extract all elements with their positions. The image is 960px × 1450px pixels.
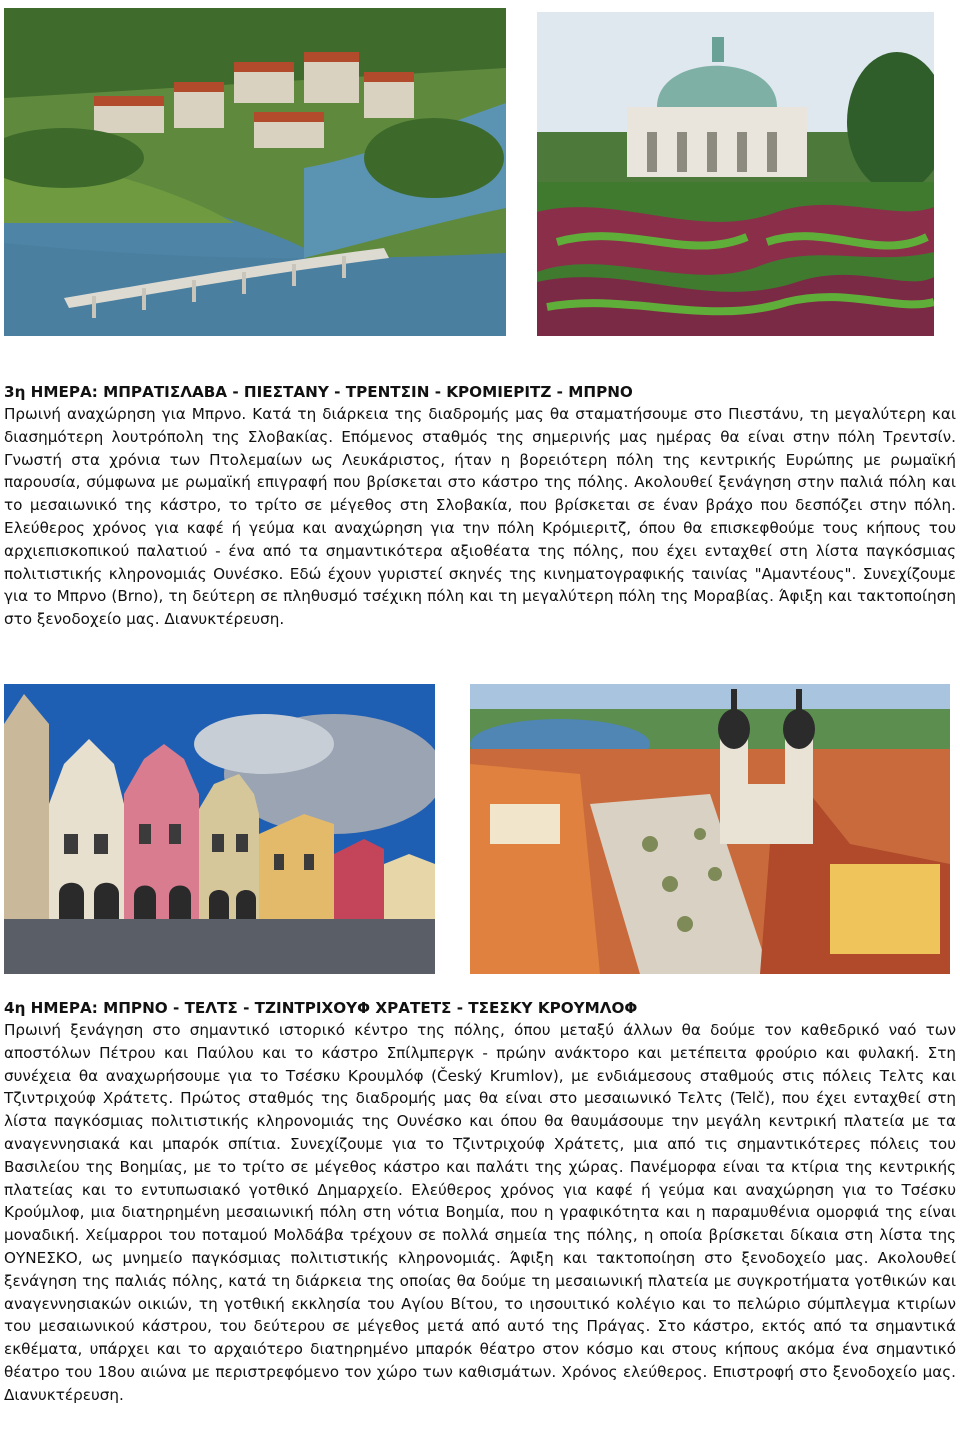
photo-river-town-bridge <box>4 8 506 336</box>
day3-section <box>4 382 956 631</box>
day4-description: Πρωινή ξενάγηση στο σημαντικό ιστορικό κέντρο της πόλης, όπου μεταξύ άλλων θα δούμε τον καθεδρικό ναό των αποστόλων Πέτρου και Παύλου και το κάστρο Σπίλμπεργκ - πρώην ανάκτορο και μετέπειτα φρούριο και φυλακή. Στη συνέχεια θα αναχωρήσουμε για το Τσέσκυ Κρουμλόφ (Český Krumlov), με ενδιάμεσους σταθμούς στις πόλεις Τελτς και Τζιντριχούφ Χράτετς. Πρώτος σταθμός της διαδρομής μας θα είναι στο μεσαιωνικό Τελτς (Telč), που έχει ενταχθεί στη λίστα παγκόσμιας πολιτιστικής κληρονομιάς της Ουνέσκο και όπου θα θαυμάσουμε την μεγάλη κεντρική πλατεία με τα αναγεννησιακά και μπαρόκ σπίτια. Συνεχίζουμε για το Τζιντριχούφ Χράτετς, μια από τις σημαντικότερες πόλεις του Βασιλείου της Βοημίας, με το τρίτο σε μέγεθος κάστρο και παλάτι της χώρας. Πανέμορφα είναι τα κτίρια της κεντρικής πλατείας και το εντυπωσιακό γοτθικό Δημαρχείο. Ελεύθερος χρόνος για καφέ ή γεύμα και αναχώρηση για το Τσέσκυ Κρούμλοφ, μια διατηρημένη μεσαιωνική πόλη στη νότια Βοημία, που η γραφικότητα και η παραμυθένια ομορφιά της είναι μοναδική. Χείμαρροι του ποταμού Μολδάβα τρέχουν σε πολλά σημεία της πόλης, η οποία βρίσκεται δίκαια στη λίστα της ΟΥΝΕΣΚΟ, ως μνημείο παγκόσμιας πολιτιστικής κληρονομιάς. Άφιξη και τακτοποίηση στο ξενοδοχείο μας. Ακολουθεί ξενάγηση της παλιάς πόλης, κατά τη διάρκεια της οποίας θα δούμε τη μεσαιωνική πλατεία με συγκροτήματα γοτθικών και αναγεννησιακών οικιών, τη γοτθική εκκλησία του Αγίου Βίτου, το ιησουιτικό κολέγιο και το πελώριο σύμπλεγμα κτιρίων του μεσαιωνικού κάστρου, του δεύτερου σε μέγεθος μετά από αυτό της Πράγας. Στο κάστρο, εκτός από τα σημαντικά εκθέματα, υπάρχει και το αρχαιότερο διατηρημένο μπαρόκ θέατρο στον κόσμο και στους κήπους ακόμα ένα σημαντικό θέατρο του 18ου αιώνα με περιστρεφόμενο τον χώρο των καθισμάτων. Χρόνος ελεύθερος. Επιστροφή στο ξενοδοχείο μας. Διανυκτέρευση. <box>4 1021 956 1404</box>
day4-section <box>4 998 956 1407</box>
photo-aerial-town-towers <box>470 684 950 974</box>
day4-heading: 4η ΗΜΕΡΑ: ΜΠΡΝΟ - ΤΕΛΤΣ - ΤΖΙΝΤΡΙΧΟΥΦ ΧΡΑΤΕΤΣ - ΤΣΕΣΚΥ ΚΡΟΥΜΛΟΦ <box>4 999 638 1017</box>
day3-heading: 3η ΗΜΕΡΑ: ΜΠΡΑΤΙΣΛΑΒΑ - ΠΙΕΣΤΑΝΥ - ΤΡΕΝΤΣΙΝ - ΚΡΟΜΙΕΡΙΤΖ - ΜΠΡΝΟ <box>4 383 633 401</box>
photo-rotunda-garden <box>537 12 934 336</box>
day3-description: Πρωινή αναχώρηση για Μπρνο. Κατά τη διάρκεια της διαδρομής μας θα σταματήσουμε στο Πιεστάνυ, τη μεγαλύτερη και διασημότερη λουτρόπολη της Σλοβακίας. Επόμενος σταθμός της σημερινής μας ημέρας θα είναι στην πόλη Τρεντσίν. Γνωστή στα χρόνια των Πτολεμαίων ως Λευκάριστος, ήταν η βορειότερη πόλη της κεντρικής Ευρώπης με ρωμαϊκή παρουσία, σύμφωνα με ρωμαϊκή επιγραφή που βρίσκεται στο κάστρο της πόλης. Ακολουθεί ξενάγηση στην παλιά πόλη και το μεσαιωνικό της κάστρο, το τρίτο σε μέγεθος στη Σλοβακία, που βρίσκεται σε έναν βράχο που δεσπόζει στην πόλη. Ελεύθερος χρόνος για καφέ ή γεύμα και αναχώρηση για την πόλη Κρόμιεριτζ, όπου θα επισκεφθούμε τους κήπους του αρχιεπισκοπικού παλατιού - ένα από τα σημαντικότερα αξιοθέατα της πόλης, που έχει ενταχθεί στη λίστα παγκόσμιας πολιτιστικής κληρονομιάς Ουνέσκο. Εδώ έχουν γυριστεί σκηνές της κινηματογραφικής ταινίας "Αμαντέους". Συνεχίζουμε για το Μπρνο (Brno), τη δεύτερη σε πληθυσμό τσέχικη πόλη και τη μεγαλύτερη πόλη της Μοραβίας. Άφιξη και τακτοποίηση στο ξενοδοχείο μας. Διανυκτέρευση. <box>4 405 956 629</box>
photo-telc-square-houses <box>4 684 435 974</box>
